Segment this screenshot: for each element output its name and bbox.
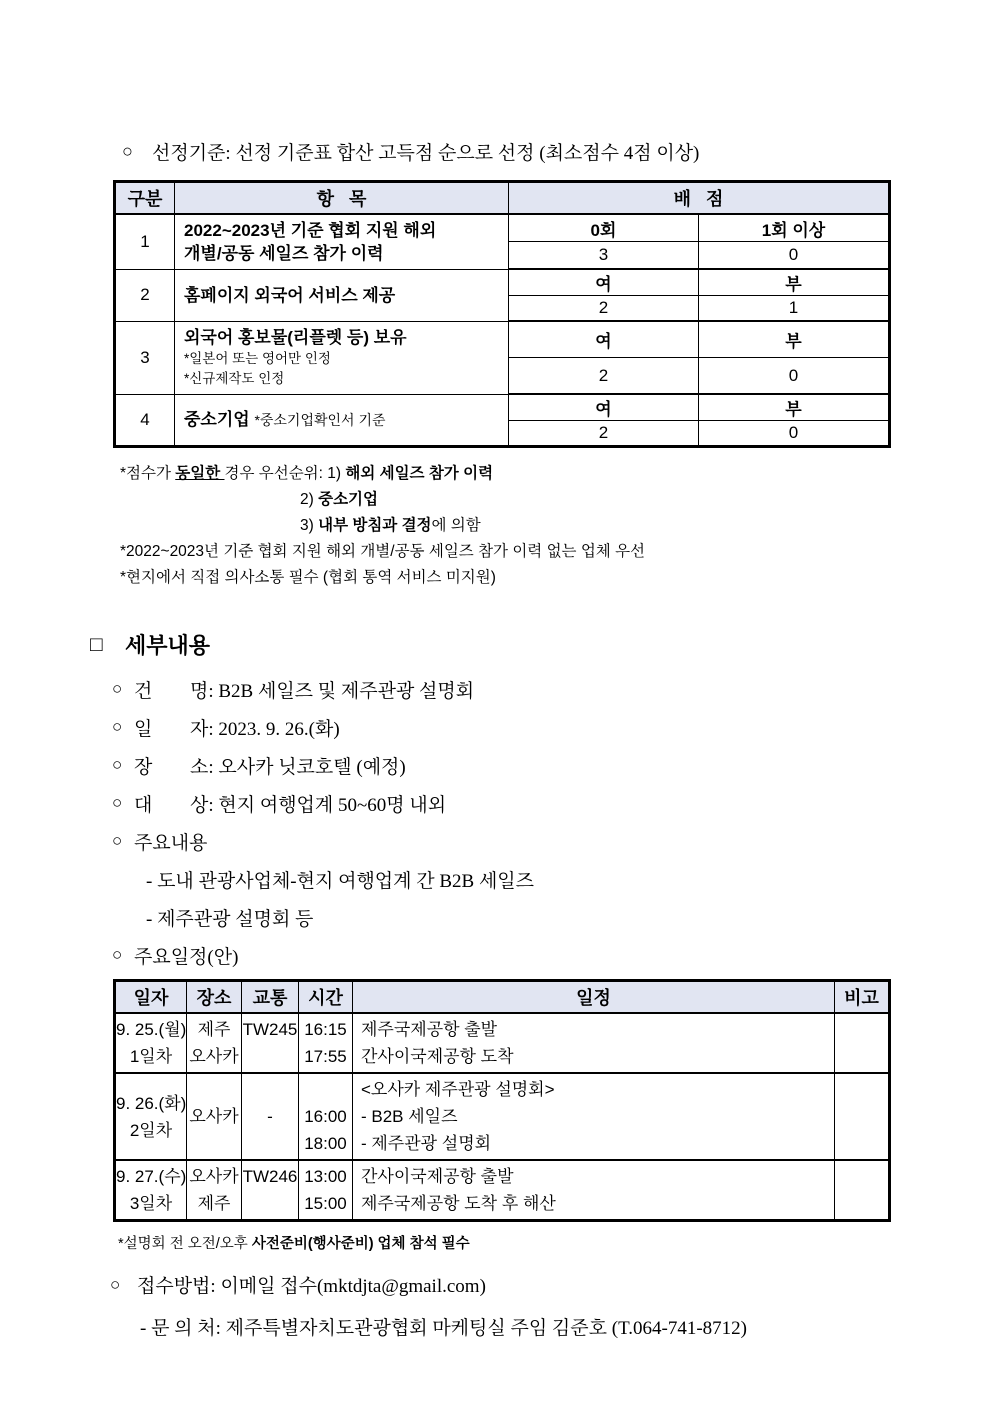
item-cell xyxy=(175,214,509,269)
points-cell: 0 xyxy=(699,242,890,270)
note-text: 2) xyxy=(300,491,319,508)
points-cell: 2 xyxy=(509,358,699,395)
transport-cell xyxy=(242,1073,299,1160)
footnote-text: *설명회 전 오전/오후 xyxy=(118,1236,252,1252)
item-text: 2022~2023년 기준 협회 지원 해외 xyxy=(184,220,437,240)
points-cell: 0 xyxy=(699,421,890,447)
detail-label: 장 xyxy=(134,756,153,778)
option-cell: 여 xyxy=(509,394,699,421)
detail-label: 대 xyxy=(134,794,153,816)
detail-line-main-schedule xyxy=(112,936,992,974)
date-cell xyxy=(115,1073,187,1160)
flight-number: TW246 xyxy=(242,1167,298,1186)
detail-subitem: - 제주관광 설명회 등 xyxy=(146,908,314,930)
column-header-place: 장소 xyxy=(187,981,242,1014)
time-line: 18:00 xyxy=(304,1134,347,1153)
time-line: 16:00 xyxy=(304,1107,347,1126)
table-row xyxy=(115,214,890,242)
note-line xyxy=(300,487,992,513)
selection-criteria-line xyxy=(122,138,992,165)
note-text-bold: 내부 방침과 결정 xyxy=(318,517,432,534)
points-cell: 3 xyxy=(509,242,699,270)
schedule-line: - B2B 세일즈 xyxy=(361,1107,458,1126)
place-line: 오사카 xyxy=(189,1107,239,1126)
schedule-cell xyxy=(353,1160,835,1221)
place-cell xyxy=(187,1160,242,1221)
option-cell: 부 xyxy=(699,394,890,421)
circle-bullet-icon: ○ xyxy=(112,717,123,736)
time-line: 15:00 xyxy=(304,1194,347,1213)
date-line: 9. 25.(월) xyxy=(116,1020,187,1039)
category-cell: 2 xyxy=(115,269,175,321)
transport-cell xyxy=(242,1013,299,1073)
circle-bullet-icon: ○ xyxy=(112,755,123,774)
points-cell: 1 xyxy=(699,296,890,322)
item-text: 개별/공동 세일즈 참가 이력 xyxy=(184,243,384,263)
table-row xyxy=(115,269,890,296)
detail-label: 주요일정(안) xyxy=(134,946,239,968)
time-cell xyxy=(299,1160,353,1221)
detail-label: 일 xyxy=(134,718,153,740)
table-row xyxy=(115,1160,890,1221)
column-header-schedule: 일정 xyxy=(353,981,835,1014)
item-side-note: *중소기업확인서 기준 xyxy=(254,412,386,429)
note-text-bold: 중소기업 xyxy=(318,491,378,508)
column-header-points: 배 점 xyxy=(509,182,890,215)
item-note: *일본어 또는 영어만 인정 xyxy=(184,351,331,366)
date-cell xyxy=(115,1160,187,1221)
schedule-table xyxy=(113,979,891,1222)
contact-line: - 문 의 처: 제주특별자치도관광협회 마케팅실 주임 김준호 (T.064-741-8712) xyxy=(140,1318,748,1339)
detail-line-place xyxy=(112,746,992,784)
column-header-remarks: 비고 xyxy=(835,981,890,1014)
schedule-line: - 제주관광 설명회 xyxy=(361,1134,492,1153)
score-table-notes xyxy=(120,461,992,591)
score-criteria-table xyxy=(113,180,891,448)
time-line: 16:15 xyxy=(304,1020,347,1039)
detail-line-event-name xyxy=(112,670,992,708)
item-text: 중소기업 xyxy=(184,410,250,430)
option-cell: 여 xyxy=(509,321,699,358)
date-cell xyxy=(115,1013,187,1073)
points-cell: 2 xyxy=(509,421,699,447)
column-header-date: 일자 xyxy=(115,981,187,1014)
item-text: 외국어 홍보물(리플렛 등) 보유 xyxy=(184,328,407,347)
column-header-category: 구분 xyxy=(115,182,175,215)
option-cell: 0회 xyxy=(509,214,699,242)
table-row xyxy=(115,394,890,421)
item-cell xyxy=(175,394,509,447)
points-cell: 2 xyxy=(509,296,699,322)
note-text: 경우 우선순위: 1) xyxy=(224,465,346,482)
place-line: 오사카 xyxy=(189,1047,239,1066)
note-text: 에 의함 xyxy=(431,517,481,534)
transport-cell xyxy=(242,1160,299,1221)
circle-bullet-icon: ○ xyxy=(112,945,123,964)
place-cell xyxy=(187,1073,242,1160)
schedule-line: 간사이국제공항 도착 xyxy=(361,1047,514,1066)
schedule-cell xyxy=(353,1073,835,1160)
detail-value: 상: 현지 여행업계 50~60명 내외 xyxy=(190,794,447,816)
note-text-bold: 해외 세일즈 참가 이력 xyxy=(345,465,494,482)
date-line: 3일차 xyxy=(129,1194,173,1213)
time-line: 17:55 xyxy=(304,1047,347,1066)
category-cell: 3 xyxy=(115,321,175,394)
detail-value: 소: 오사카 닛코호텔 (예정) xyxy=(190,756,406,778)
apply-method-line xyxy=(110,1271,992,1298)
apply-method-text: 접수방법: 이메일 접수(mktdjta@gmail.com) xyxy=(137,1276,486,1297)
item-note: *신규제작도 인정 xyxy=(184,371,285,386)
details-section-title: 세부내용 xyxy=(125,633,211,658)
details-section-heading xyxy=(90,629,992,660)
circle-bullet-icon: ○ xyxy=(112,793,123,812)
remarks-cell xyxy=(835,1160,890,1221)
square-bullet-icon: □ xyxy=(90,632,103,656)
category-cell: 4 xyxy=(115,394,175,447)
note-line xyxy=(120,461,992,487)
time-line: 13:00 xyxy=(304,1167,347,1186)
note-line: *2022~2023년 기준 협회 지원 해외 개별/공동 세일즈 참가 이력 없는 업체 우선 xyxy=(120,543,646,560)
note-line xyxy=(300,513,992,539)
detail-value: 명: B2B 세일즈 및 제주관광 설명회 xyxy=(190,680,475,702)
time-line xyxy=(299,1076,352,1103)
date-line: 9. 26.(화) xyxy=(116,1093,187,1113)
category-cell: 1 xyxy=(115,214,175,269)
time-cell xyxy=(299,1073,353,1160)
schedule-header-row xyxy=(115,981,890,1014)
column-header-time: 시간 xyxy=(299,981,353,1014)
remarks-cell xyxy=(835,1013,890,1073)
item-cell xyxy=(175,321,509,394)
details-block xyxy=(0,670,992,974)
place-cell xyxy=(187,1013,242,1073)
detail-line-main-contents xyxy=(112,822,992,860)
column-header-item: 항 목 xyxy=(175,182,509,215)
time-cell xyxy=(299,1013,353,1073)
circle-bullet-icon: ○ xyxy=(110,1274,121,1294)
circle-bullet-icon: ○ xyxy=(112,679,123,698)
option-cell: 부 xyxy=(699,321,890,358)
note-line: *현지에서 직접 의사소통 필수 (협회 통역 서비스 미지원) xyxy=(120,569,496,586)
points-cell: 0 xyxy=(699,358,890,395)
option-cell: 여 xyxy=(509,269,699,296)
note-text: 3) xyxy=(300,517,319,534)
schedule-line: 간사이국제공항 출발 xyxy=(361,1167,514,1186)
schedule-line: 제주국제공항 도착 후 해산 xyxy=(361,1194,556,1213)
table-row xyxy=(115,1073,890,1160)
date-line: 1일차 xyxy=(129,1047,173,1066)
option-cell: 1회 이상 xyxy=(699,214,890,242)
flight-number: TW245 xyxy=(242,1020,298,1039)
circle-bullet-icon: ○ xyxy=(112,831,123,850)
circle-bullet-icon: ○ xyxy=(122,141,133,161)
option-cell: 부 xyxy=(699,269,890,296)
schedule-footnote xyxy=(118,1232,992,1253)
footnote-text-bold: 사전준비(행사준비) 업체 참석 필수 xyxy=(251,1236,470,1252)
detail-line-date xyxy=(112,708,992,746)
column-header-transport: 교통 xyxy=(242,981,299,1014)
schedule-line: <오사카 제주관광 설명회> xyxy=(361,1080,555,1099)
detail-value: 자: 2023. 9. 26.(화) xyxy=(190,718,340,740)
detail-subitem: - 도내 관광사업체-현지 여행업계 간 B2B 세일즈 xyxy=(146,870,535,892)
date-line: 9. 27.(수) xyxy=(116,1167,187,1186)
place-line: 제주 xyxy=(197,1194,231,1213)
note-text: *점수가 xyxy=(120,465,176,482)
selection-criteria-text: 선정기준: 선정 기준표 합산 고득점 순으로 선정 (최소점수 4점 이상) xyxy=(152,143,700,164)
item-text: 홈페이지 외국어 서비스 제공 xyxy=(184,285,396,305)
detail-label: 건 xyxy=(134,680,153,702)
schedule-cell xyxy=(353,1013,835,1073)
place-line: 오사카 xyxy=(189,1167,239,1186)
date-line: 2일차 xyxy=(129,1120,173,1140)
detail-label: 주요내용 xyxy=(134,832,208,854)
detail-line-target xyxy=(112,784,992,822)
table-row xyxy=(115,1013,890,1073)
flight-number: - xyxy=(267,1107,273,1126)
place-line: 제주 xyxy=(197,1020,231,1039)
table-row xyxy=(115,321,890,358)
score-table-header-row xyxy=(115,182,890,215)
schedule-line: 제주국제공항 출발 xyxy=(361,1020,498,1039)
item-cell xyxy=(175,269,509,321)
note-text-underlined: 동일한 xyxy=(175,465,225,482)
remarks-cell xyxy=(835,1073,890,1160)
